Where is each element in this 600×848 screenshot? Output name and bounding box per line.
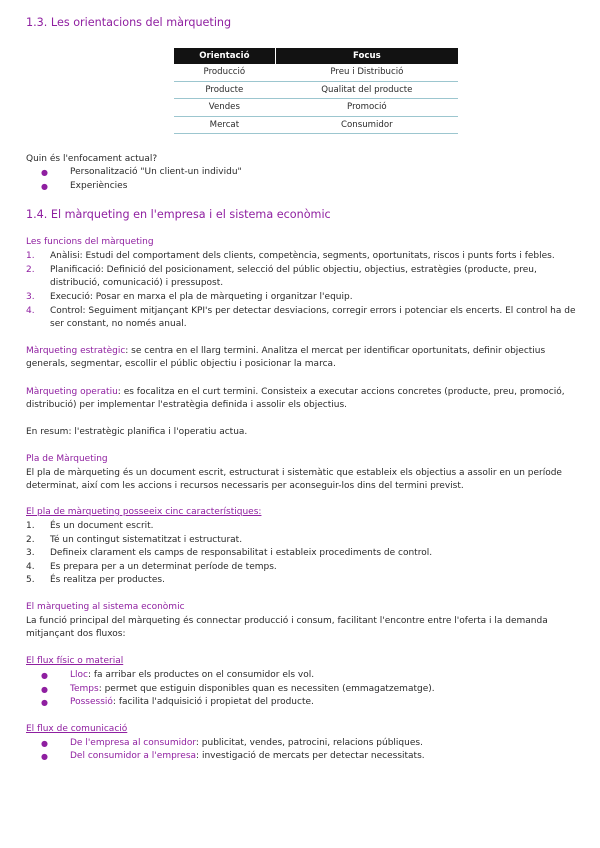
bullet-icon: ● <box>41 698 48 707</box>
section-heading-1-4: 1.4. El màrqueting en l'empresa i el sistema econòmic <box>26 208 331 221</box>
orientations-table <box>174 48 458 134</box>
functions-title: Les funcions del màrqueting <box>26 237 154 247</box>
operational-text: : es focalitza en el curt termini. Consisteix a executar accions concretes (producte, preu, promoció, <box>117 387 565 397</box>
summary-text: En resum: l'estratègic planifica i l'operatiu actua. <box>26 427 248 437</box>
list-item-text: : facilita l'adquisició i propietat del producte. <box>112 697 314 707</box>
economic-paragraph-line: La funció principal del màrqueting és connectar producció i consum, facilitant l'encontre entre l'oferta i la demanda <box>26 616 548 626</box>
economic-system-title: El màrqueting al sistema econòmic <box>26 602 185 612</box>
list-item <box>70 696 314 710</box>
list-number: 4. <box>26 562 35 572</box>
bullet-icon: ● <box>41 739 48 748</box>
plan-paragraph-line: determinat, així com les accions i recursos necessaris per aconseguir-los dins del termini previst. <box>26 481 464 491</box>
section-heading-1-3: 1.3. Les orientacions del màrqueting <box>26 16 232 29</box>
plan-paragraph-line: El pla de màrqueting és un document escrit, estructurat i sistemàtic que estableix els objectius a assolir en un període <box>26 468 562 478</box>
list-item-term: Temps <box>70 684 99 694</box>
list-item: Experiències <box>70 181 128 191</box>
bullet-icon: ● <box>41 168 48 177</box>
list-number: 3. <box>26 548 35 558</box>
list-item: Anàlisi: Estudi del comportament dels clients, competència, segments, oportunitats, riscos i punts forts i febles. <box>50 251 555 261</box>
list-item <box>70 750 425 764</box>
bullet-icon: ● <box>41 685 48 694</box>
list-item <box>70 669 314 683</box>
list-item <box>70 683 435 697</box>
table-cell: Consumidor <box>275 116 458 134</box>
list-number: 2. <box>26 265 35 275</box>
table-row <box>174 64 458 81</box>
operational-lead: Màrqueting operatiu <box>26 387 118 397</box>
operational-paragraph-line: distribució) per implementar l'estratègia definida i assolir els objectius. <box>26 400 348 410</box>
list-item <box>70 737 423 751</box>
list-item-continuation: distribució, comunicació) i pressupost. <box>50 278 224 288</box>
characteristics-title: El pla de màrqueting posseeix cinc característiques: <box>26 507 262 517</box>
economic-paragraph-line: mitjançant dos fluxos: <box>26 629 126 639</box>
bullet-icon: ● <box>41 752 48 761</box>
list-number: 1. <box>26 251 35 261</box>
list-item: És realitza per productes. <box>50 575 165 585</box>
communication-flow-title: El flux de comunicació <box>26 724 128 734</box>
list-item: Planificació: Definició del posicionament, selecció del públic objectiu, objectius, estratègies (producte, preu, <box>50 265 537 275</box>
list-item: Es prepara per a un determinat període de temps. <box>50 562 277 572</box>
table-header-row <box>174 48 458 64</box>
list-item: Control: Seguiment mitjançant KPI's per detectar desviacions, corregir errors i potenciar els encerts. El control ha de <box>50 306 576 316</box>
table-cell: Qualitat del producte <box>275 81 458 99</box>
list-number: 5. <box>26 575 35 585</box>
list-number: 1. <box>26 521 35 531</box>
list-item-term: Lloc <box>70 670 88 680</box>
question-text: Quin és l'enfocament actual? <box>26 154 158 164</box>
list-number: 4. <box>26 306 35 316</box>
table-header-cell: Focus <box>275 48 458 64</box>
table-cell: Producte <box>174 81 275 99</box>
operational-paragraph-line <box>26 386 565 400</box>
strategic-paragraph-line: generals, segmentar, escollir el públic objectiu i posicionar la marca. <box>26 359 336 369</box>
table-cell: Mercat <box>174 116 275 134</box>
table-cell: Producció <box>174 64 275 81</box>
list-item: És un document escrit. <box>50 521 154 531</box>
table-cell: Promoció <box>275 99 458 117</box>
table-cell: Vendes <box>174 99 275 117</box>
list-item-term: Possessió <box>70 697 113 707</box>
list-number: 2. <box>26 535 35 545</box>
table-cell: Preu i Distribució <box>275 64 458 81</box>
list-item: Personalització "Un client-un individu" <box>70 167 242 177</box>
table-row <box>174 99 458 117</box>
bullet-icon: ● <box>41 671 48 680</box>
list-item-text: : publicitat, vendes, patrocini, relacions públiques. <box>195 738 423 748</box>
table-header-cell: Orientació <box>174 48 275 64</box>
table-row <box>174 116 458 134</box>
strategic-lead: Màrqueting estratègic <box>26 346 126 356</box>
list-item: Defineix clarament els camps de responsabilitat i estableix procediments de control. <box>50 548 433 558</box>
strategic-text: : se centra en el llarg termini. Analitza el mercat per identificar oportunitats, definir objectius <box>125 346 546 356</box>
list-item-term: De l'empresa al consumidor <box>70 738 196 748</box>
strategic-paragraph-line <box>26 345 545 359</box>
list-item: Execució: Posar en marxa el pla de màrqueting i organitzar l'equip. <box>50 292 353 302</box>
list-item: Té un contingut sistematitzat i estructurat. <box>50 535 243 545</box>
list-item-term: Del consumidor a l'empresa <box>70 751 197 761</box>
list-item-text: : fa arribar els productes on el consumidor els vol. <box>87 670 315 680</box>
list-number: 3. <box>26 292 35 302</box>
list-item-text: : investigació de mercats per detectar necessitats. <box>196 751 425 761</box>
table-row <box>174 81 458 99</box>
list-item-continuation: ser constant, no només anual. <box>50 319 187 329</box>
physical-flow-title: El flux físic o material <box>26 656 124 666</box>
plan-title: Pla de Màrqueting <box>26 454 108 464</box>
list-item-text: : permet que estiguin disponibles quan es necessiten (emmagatzematge). <box>98 684 435 694</box>
bullet-icon: ● <box>41 182 48 191</box>
